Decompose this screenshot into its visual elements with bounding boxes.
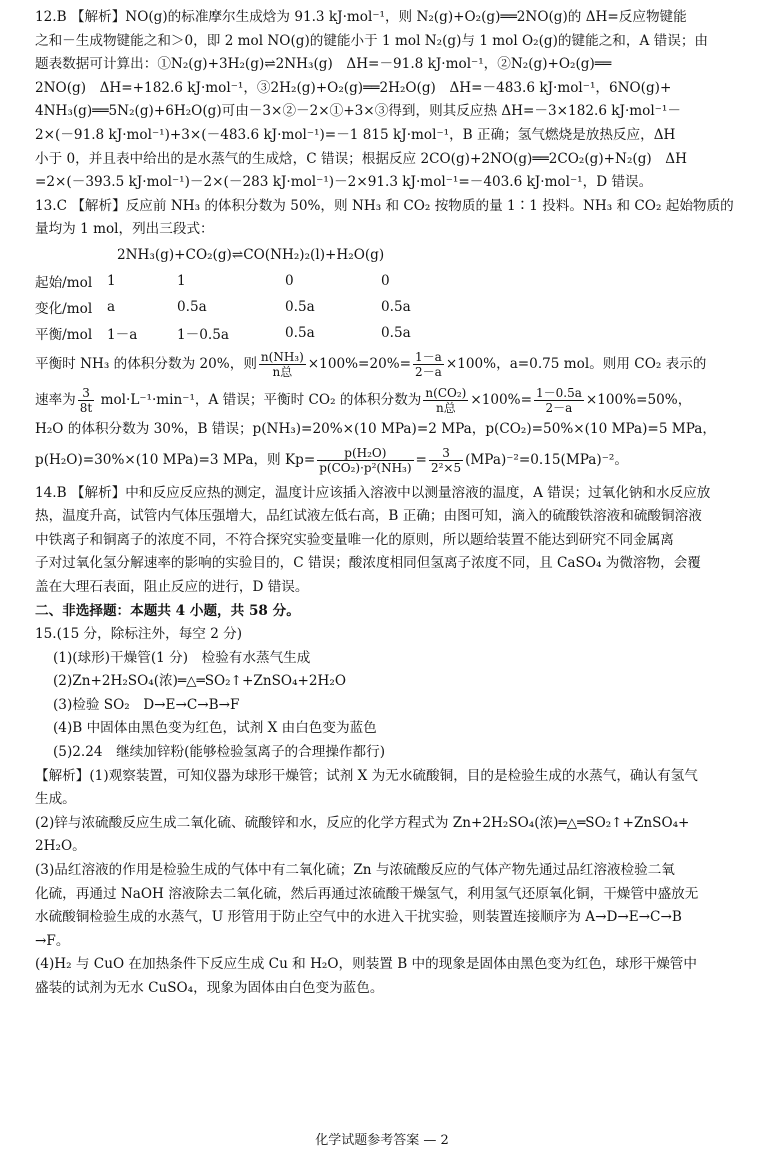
answer-line: (3)检验 SO₂ D→E→C→B→F bbox=[53, 696, 240, 713]
denominator: n总 bbox=[272, 364, 293, 379]
analysis-line: 水硫酸铜检验生成的水蒸气，U 形管用于防止空气中的水进入干扰实验，则装置连接顺序为 A→D→E→C→B bbox=[35, 909, 682, 926]
cell: 1 bbox=[107, 272, 116, 289]
answer-line: (5)2.24 继续加锌粉(能够检验氢离子的合理操作都行) bbox=[53, 744, 386, 761]
cell: 1－a bbox=[107, 326, 138, 343]
text-line: 中铁离子和铜离子的浓度不同，不符合探究实验变量唯一化的原则，所以题给装置不能达到研究不同金属离 bbox=[35, 531, 674, 548]
denominator: 2²×5 bbox=[430, 460, 462, 475]
cell: 0.5a bbox=[381, 298, 411, 315]
text-line: 4NH₃(g)══5N₂(g)+6H₂O(g)可由－3×②－2×①+3×③得到，则其反应热 ΔH=－3×182.6 kJ·mol⁻¹－ bbox=[35, 103, 681, 120]
numerator: n(CO₂) bbox=[425, 385, 467, 400]
text-run: mol·L⁻¹·min⁻¹，A 错误；平衡时 CO₂ 的体积分数为 bbox=[96, 391, 422, 408]
table-row bbox=[35, 320, 461, 346]
text-line: H₂O 的体积分数为 30%，B 错误；p(NH₃)=20%×(10 MPa)=2 MPa，p(CO₂)=50%×(10 MPa)=5 MPa， bbox=[35, 420, 716, 437]
analysis-line: (3)品红溶液的作用是检验生成的气体中有二氧化硫；Zn 与浓硫酸反应的气体产物先通过品红溶液检验二氧 bbox=[35, 862, 675, 879]
denominator: n总 bbox=[436, 400, 456, 415]
text-line: 14.B 【解析】中和反应反应热的测定，温度计应该插入溶液中以测量溶液的温度，A 错误；过氧化钠和水反应放 bbox=[35, 484, 711, 501]
text-line: 题表数据可计算出：①N₂(g)+3H₂(g)⇌2NH₃(g) ΔH=－91.8 kJ·mol⁻¹，②N₂(g)+O₂(g)══ bbox=[35, 56, 612, 73]
numerator: 1－a bbox=[415, 349, 442, 364]
q12-block bbox=[35, 6, 753, 195]
text-run: ×100%=50%， bbox=[585, 391, 692, 408]
text-line: 13.C 【解析】反应前 NH₃ 的体积分数为 50%，则 NH₃ 和 CO₂ 按物质的量 1∶1 投料。NH₃ 和 CO₂ 起始物质的 bbox=[35, 197, 734, 214]
section-heading: 二、非选择题：本题共 4 小题，共 58 分。 bbox=[35, 602, 300, 619]
reaction-equation: 2NH₃(g)+CO₂(g)⇌CO(NH₂)₂(l)+H₂O(g) bbox=[117, 246, 385, 263]
text-line: =2×(－393.5 kJ·mol⁻¹)－2×(－283 kJ·mol⁻¹)－2×91.3 kJ·mol⁻¹=－403.6 kJ·mol⁻¹，D 错误。 bbox=[35, 174, 653, 191]
formula-line bbox=[35, 442, 753, 478]
row-label: 变化/mol bbox=[35, 300, 93, 317]
analysis-line: 生成。 bbox=[35, 791, 76, 808]
cell: 0 bbox=[285, 272, 294, 289]
cell: 0.5a bbox=[381, 324, 411, 341]
numerator: 3 bbox=[78, 386, 94, 401]
analysis-line: 盛装的试剂为无水 CuSO₄，现象为固体由白色变为蓝色。 bbox=[35, 980, 384, 996]
numerator: p(H₂O) bbox=[317, 446, 413, 461]
cell: 0.5a bbox=[177, 298, 207, 315]
analysis-line: (4)H₂ 与 CuO 在加热条件下反应生成 Cu 和 H₂O，则装置 B 中的现象是固体由黑色变为红色，球形干燥管中 bbox=[35, 956, 697, 973]
denominator: p(CO₂)·p²(NH₃) bbox=[319, 460, 412, 475]
three-stage-table bbox=[35, 268, 461, 346]
text-line: 之和－生成物键能之和＞0，即 2 mol NO(g)的键能小于 1 mol N₂(g)与 1 mol O₂(g)的键能之和，A 错误；由 bbox=[35, 32, 709, 49]
text-run: 平衡时 NH₃ 的体积分数为 20%，则 bbox=[35, 355, 257, 372]
analysis-line: 2H₂O。 bbox=[35, 838, 86, 855]
fraction bbox=[423, 386, 468, 415]
answer-line: (2)Zn+2H₂SO₄(浓)═△═SO₂↑+ZnSO₄+2H₂O bbox=[53, 673, 347, 690]
cell: 0.5a bbox=[285, 298, 315, 315]
fraction bbox=[534, 386, 584, 415]
answer-line: (4)B 中固体由黑色变为红色，试剂 X 由白色变为蓝色 bbox=[53, 720, 377, 737]
text-line: 小于 0，并且表中给出的是水蒸气的生成焓，C 错误；根据反应 2CO(g)+2NO(g)══2CO₂(g)+N₂(g) ΔH bbox=[35, 150, 687, 167]
table-row bbox=[35, 268, 461, 294]
fraction bbox=[78, 386, 94, 415]
cell: a bbox=[107, 298, 116, 315]
formula-line bbox=[35, 382, 753, 418]
text-run: ×100%，a=0.75 mol。则用 CO₂ 表示的 bbox=[445, 355, 707, 372]
answer-line: (1)(球形)干燥管(1 分) 检验有水蒸气生成 bbox=[53, 649, 311, 666]
q15-block bbox=[35, 623, 753, 1001]
text-run: (MPa)⁻²=0.15(MPa)⁻²。 bbox=[465, 451, 628, 468]
q14-block bbox=[35, 482, 753, 600]
numerator: 1－0.5a bbox=[535, 385, 582, 400]
page-footer: 化学试题参考答案 — 2 bbox=[315, 1133, 449, 1148]
fraction bbox=[413, 350, 444, 379]
formula-line bbox=[35, 346, 753, 382]
table-row bbox=[35, 294, 461, 320]
question-header: 15.(15 分，除标注外，每空 2 分) bbox=[35, 626, 243, 643]
q13-block bbox=[35, 195, 753, 478]
denominator: 2－a bbox=[545, 400, 573, 415]
cell: 0 bbox=[381, 272, 390, 289]
text-line: 盖在大理石表面，阻止反应的进行，D 错误。 bbox=[35, 578, 309, 595]
row-label: 起始/mol bbox=[35, 274, 93, 291]
text-run: ×100%=20%= bbox=[307, 355, 412, 372]
row-label: 平衡/mol bbox=[35, 326, 93, 343]
denominator: 8t bbox=[79, 400, 93, 415]
fraction bbox=[259, 350, 306, 379]
numerator: n(NH₃) bbox=[260, 349, 304, 364]
analysis-line: →F。 bbox=[35, 932, 70, 949]
cell: 1－0.5a bbox=[177, 326, 229, 343]
text-run: 速率为 bbox=[35, 391, 76, 408]
analysis-line: (2)锌与浓硫酸反应生成二氧化硫、硫酸锌和水，反应的化学方程式为 Zn+2H₂SO₄(浓)═△═SO₂↑+ZnSO₄+ bbox=[35, 814, 690, 831]
analysis-line: 化硫，再通过 NaOH 溶液除去二氧化硫，然后再通过浓硫酸干燥氢气，利用氢气还原氧化铜，干燥管中盛放无 bbox=[35, 885, 699, 902]
text-run: = bbox=[415, 451, 427, 468]
text-line: 子对过氧化氢分解速率的影响的实验目的，C 错误；酸浓度相同但氢离子浓度不同，且 CaSO₄ 为微溶物，会覆 bbox=[35, 555, 701, 572]
fraction bbox=[317, 446, 413, 475]
denominator: 2－a bbox=[415, 364, 442, 379]
analysis-line: 【解析】(1)观察装置，可知仪器为球形干燥管；试剂 X 为无水硫酸铜，目的是检验生成的水蒸气，确认有氢气 bbox=[35, 767, 698, 784]
text-line: 热，温度升高，试管内气体压强增大，品红试液左低右高，B 正确；由图可知，滴入的硫酸铁溶液和硫酸铜溶液 bbox=[35, 508, 702, 525]
text-line: 2×(－91.8 kJ·mol⁻¹)+3×(－483.6 kJ·mol⁻¹)=－1 815 kJ·mol⁻¹，B 正确；氢气燃烧是放热反应，ΔH bbox=[35, 126, 676, 143]
text-run: p(H₂O)=30%×(10 MPa)=3 MPa，则 Kp= bbox=[35, 451, 316, 468]
text-line: 12.B 【解析】NO(g)的标准摩尔生成焓为 91.3 kJ·mol⁻¹，则 N₂(g)+O₂(g)══2NO(g)的 ΔH=反应物键能 bbox=[35, 9, 687, 25]
text-line: 量均为 1 mol，列出三段式： bbox=[35, 221, 214, 238]
answer-page bbox=[35, 6, 753, 1001]
text-run: ×100%= bbox=[470, 391, 532, 408]
numerator: 3 bbox=[429, 446, 463, 461]
text-line: 2NO(g) ΔH=+182.6 kJ·mol⁻¹，③2H₂(g)+O₂(g)══2H₂O(g) ΔH=－483.6 kJ·mol⁻¹，6NO(g)+ bbox=[35, 79, 672, 96]
cell: 0.5a bbox=[285, 324, 315, 341]
cell: 1 bbox=[177, 272, 186, 289]
fraction bbox=[429, 446, 463, 475]
